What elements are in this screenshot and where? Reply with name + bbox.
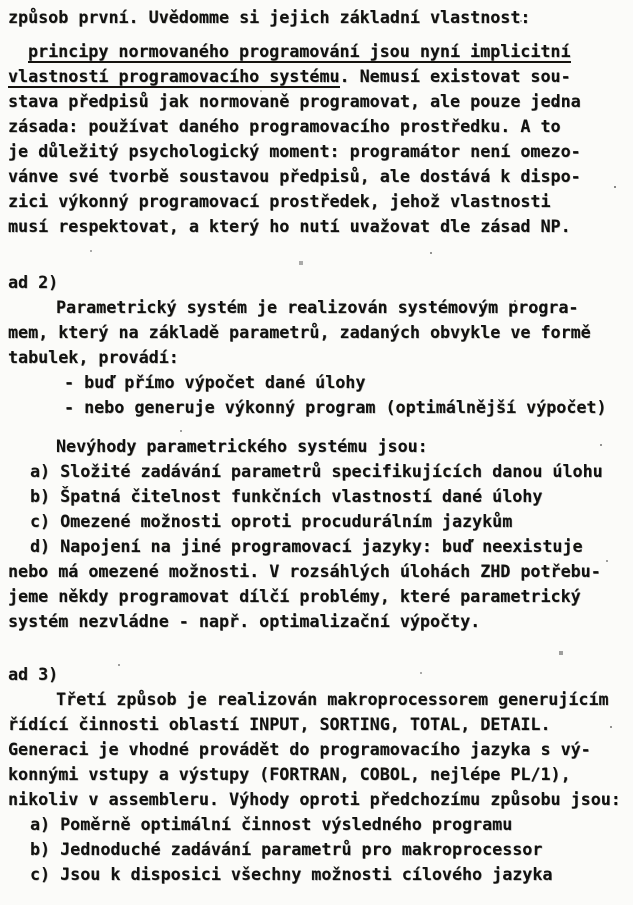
lettered-list-item: a) Složité zadávání parametrů specifikujících danou úlohu [30,461,603,481]
section-label-ad-3: ad 3) [8,664,59,684]
underlined-heading-line-1 [8,39,633,64]
underlined-text: vlastností programovacího systému [8,66,340,86]
text-line: stava předpisů jak normovaně programovat, ale pouze jedna [8,91,581,111]
text-line: tabulek, provádí: [8,347,179,367]
text-line: Generaci je vhodné provádět do programovacího jazyka s vý- [8,739,591,759]
text-line: je důležitý psychologický moment: programátor není omezo- [8,141,581,161]
text-line: způsob první. Uvědomme si jejich základní vlastnost: [8,7,531,27]
text-line: nebo má omezené možnosti. V rozsáhlých úlohách ZHD potřebu- [8,561,601,581]
text-line: konnými vstupy a výstupy (FORTRAN, COBOL, nejlépe PL/1), [8,764,571,784]
text-line: mem, který na základě parametrů, zadaných obvykle ve formě [8,322,591,342]
section-label-ad-2: ad 2) [8,272,59,292]
lettered-list-item: b) Špatná čitelnost funkčních vlastností dané úlohy [30,486,543,506]
lettered-list-item: b) Jednoduché zadávání parametrů pro makroprocessor [30,839,543,859]
text-line: musí respektovat, a který ho nutí uvažovat dle zásad NP. [8,216,571,236]
text-line: systém nezvládne - např. optimalizační výpočty. [8,611,481,631]
lettered-list-item: d) Napojení na jiné programovací jazyky: buď neexistuje [30,536,583,556]
lettered-list-item: c) Omezené možnosti oproti procudurálním jazykům [30,511,513,531]
text-line: nikoliv v assembleru. Výhody oproti předchozímu způsobu jsou: [8,789,621,809]
text-line: vánve své tvorbě soustavou předpisů, ale dostává k dispo- [8,166,581,186]
text-line: zásada: používat daného programovacího prostředku. A to [8,116,561,136]
lettered-list-item: a) Poměrně optimální činnost výsledného programu [30,814,513,834]
text-run: . Nemusí existovat sou- [339,66,571,86]
dash-list-item: - buď přímo výpočet dané úlohy [64,372,366,392]
dash-list-item: - nebo generuje výkonný program (optimálnější výpočet) [64,397,607,417]
text-line: řídící činnosti oblastí INPUT, SORTING, TOTAL, DETAIL. [8,714,551,734]
text-line: Třetí způsob je realizován makroprocessorem generujícím [56,689,609,709]
text-line: jeme někdy programovat dílčí problémy, které parametrický [8,586,581,606]
text-line: Parametrický systém je realizován systémovým progra- [56,297,579,317]
text-line: zici výkonný programovací prostředek, jehož vlastnosti [8,191,551,211]
underlined-heading-line-2 [8,64,633,89]
lettered-list-item: c) Jsou k disposici všechny možnosti cílového jazyka [30,864,553,884]
underlined-text: principy normovaného programování jsou nyní implicitní [28,41,571,61]
text-line: Nevýhody parametrického systému jsou: [56,436,428,456]
